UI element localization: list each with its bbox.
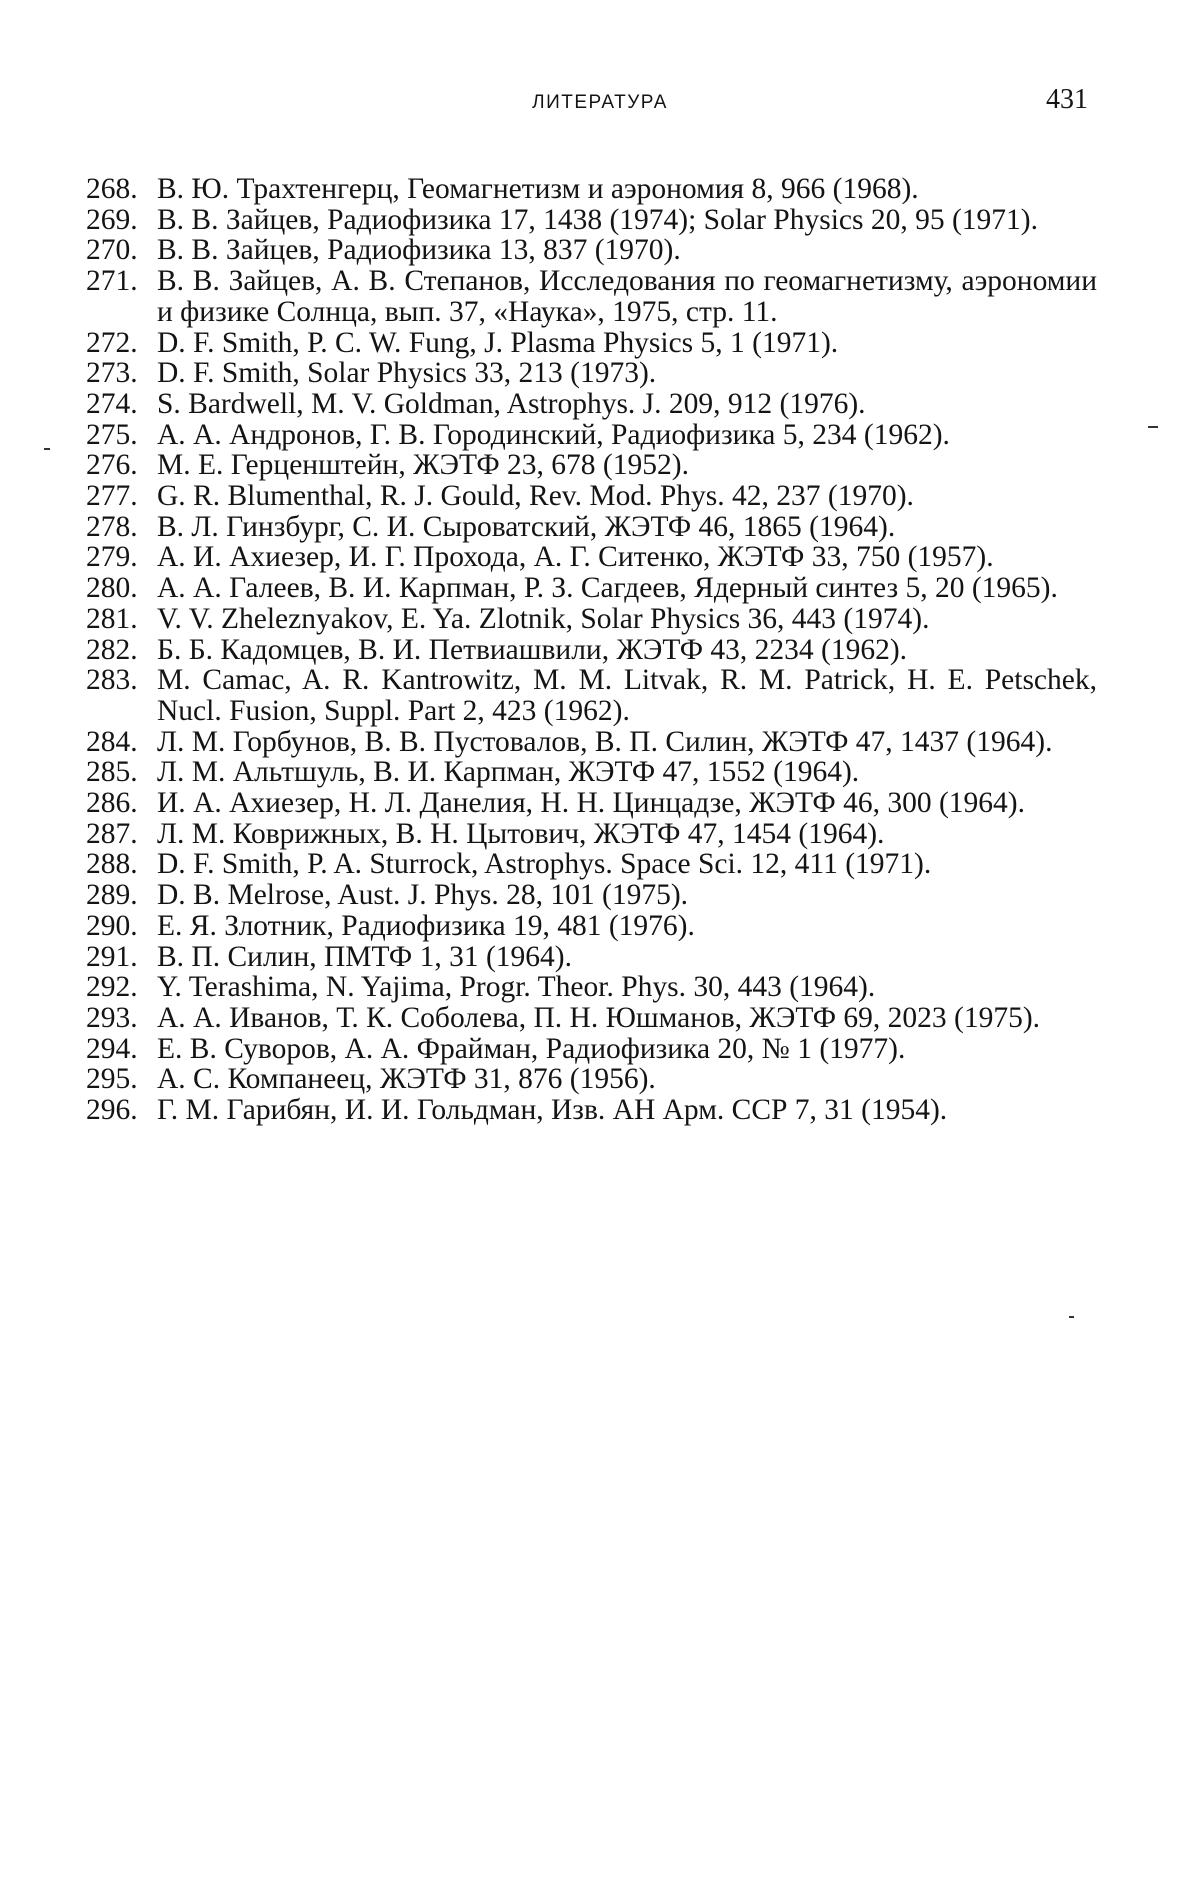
reference-text: В. П. Силин, ПМТФ 1, 31 (1964).	[157, 940, 572, 973]
reference-text: V. V. Zheleznyakov, E. Ya. Zlotnik, Solar Physics 36, 443 (1974).	[157, 602, 930, 635]
reference-item	[0, 266, 1097, 327]
reference-text: В. В. Зайцев, Радиофизика 13, 837 (1970).	[157, 234, 681, 267]
reference-item	[0, 235, 1097, 266]
reference-item	[0, 757, 1097, 788]
reference-number: 272.	[86, 326, 138, 359]
reference-number: 294.	[86, 1032, 138, 1065]
reference-item	[0, 1034, 1097, 1065]
reference-item	[0, 849, 1097, 880]
reference-number: 270.	[86, 234, 138, 267]
reference-number: 269.	[86, 203, 138, 236]
reference-item	[0, 328, 1097, 359]
reference-text: А. А. Иванов, Т. К. Соболева, П. Н. Юшманов, ЖЭТФ 69, 2023 (1975).	[157, 1001, 1041, 1034]
reference-number: 291.	[86, 940, 138, 973]
reference-number: 279.	[86, 541, 138, 574]
reference-text: Г. М. Гарибян, И. И. Гольдман, Изв. АН Арм. ССР 7, 31 (1954).	[157, 1094, 948, 1127]
reference-number: 276.	[86, 449, 138, 482]
reference-item	[0, 1003, 1097, 1034]
reference-number: 275.	[86, 418, 138, 451]
reference-text: D. F. Smith, Solar Physics 33, 213 (1973).	[157, 357, 657, 390]
reference-number: 284.	[86, 725, 138, 758]
reference-text: В. Ю. Трахтенгерц, Геомагнетизм и аэрономия 8, 966 (1968).	[157, 173, 919, 205]
reference-text: D. B. Melrose, Aust. J. Phys. 28, 101 (1975).	[157, 879, 689, 912]
reference-text: D. F. Smith, P. A. Sturrock, Astrophys. Space Sci. 12, 411 (1971).	[157, 848, 932, 881]
reference-text: Б. Б. Кадомцев, В. И. Петвиашвили, ЖЭТФ 43, 2234 (1962).	[157, 633, 908, 666]
reference-number: 290.	[86, 909, 138, 942]
reference-text: Л. М. Коврижных, В. Н. Цытович, ЖЭТФ 47, 1454 (1964).	[157, 817, 885, 850]
reference-item	[0, 542, 1097, 573]
reference-number: 296.	[86, 1094, 138, 1127]
reference-number: 295.	[86, 1063, 138, 1096]
page-number: 431	[1046, 84, 1088, 115]
reference-text: В. В. Зайцев, А. В. Степанов, Исследования по геомагнетизму, аэрономии и физике Солнца, вып. 37, «Наука», 1975, стр. 11.	[157, 265, 1097, 328]
scan-mark	[1148, 426, 1158, 428]
reference-text: А. А. Андронов, Г. В. Городинский, Радиофизика 5, 234 (1962).	[157, 418, 950, 451]
reference-list	[0, 174, 1200, 1126]
reference-item	[0, 880, 1097, 911]
reference-item	[0, 635, 1097, 666]
reference-item	[0, 573, 1097, 604]
reference-item	[0, 1064, 1097, 1095]
reference-number: 285.	[86, 756, 138, 789]
reference-number: 286.	[86, 787, 138, 820]
reference-item	[0, 665, 1097, 726]
running-head: ЛИТЕРАТУРА	[532, 92, 668, 113]
reference-number: 271.	[86, 265, 138, 298]
reference-number: 293.	[86, 1001, 138, 1034]
reference-text: D. F. Smith, P. C. W. Fung, J. Plasma Physics 5, 1 (1971).	[157, 326, 839, 359]
reference-text: И. А. Ахиезер, Н. Л. Данелия, Н. Н. Цинцадзе, ЖЭТФ 46, 300 (1964).	[157, 787, 1025, 820]
reference-text: А. А. Галеев, В. И. Карпман, Р. З. Сагдеев, Ядерный синтез 5, 20 (1965).	[157, 572, 1058, 605]
reference-number: 268.	[86, 173, 138, 205]
scan-mark	[1069, 1316, 1074, 1318]
reference-text: А. С. Компанеец, ЖЭТФ 31, 876 (1956).	[157, 1063, 656, 1096]
reference-item	[0, 420, 1097, 451]
reference-item	[0, 911, 1097, 942]
reference-number: 274.	[86, 387, 138, 420]
reference-text: M. Camac, A. R. Kantrowitz, M. M. Litvak, R. M. Patrick, H. E. Petschek, Nucl. Fusion, Suppl. Part 2, 423 (1962).	[157, 664, 1097, 727]
reference-number: 283.	[86, 664, 138, 697]
reference-text: В. Л. Гинзбург, С. И. Сыроватский, ЖЭТФ 46, 1865 (1964).	[157, 510, 896, 543]
reference-item	[0, 788, 1097, 819]
reference-number: 287.	[86, 817, 138, 850]
reference-number: 292.	[86, 971, 138, 1004]
reference-text: Л. М. Горбунов, В. В. Пустовалов, В. П. Силин, ЖЭТФ 47, 1437 (1964).	[157, 725, 1053, 758]
reference-text: Е. Я. Злотник, Радиофизика 19, 481 (1976).	[157, 909, 695, 942]
reference-item	[0, 389, 1097, 420]
reference-text: В. В. Зайцев, Радиофизика 17, 1438 (1974); Solar Physics 20, 95 (1971).	[157, 203, 1038, 236]
reference-number: 288.	[86, 848, 138, 881]
reference-item	[0, 358, 1097, 389]
reference-item	[0, 972, 1097, 1003]
reference-item	[0, 942, 1097, 973]
reference-item	[0, 819, 1097, 850]
reference-text: А. И. Ахиезер, И. Г. Прохода, А. Г. Ситенко, ЖЭТФ 33, 750 (1957).	[157, 541, 994, 574]
reference-number: 289.	[86, 879, 138, 912]
reference-number: 280.	[86, 572, 138, 605]
reference-number: 277.	[86, 480, 138, 513]
reference-number: 273.	[86, 357, 138, 390]
reference-text: Y. Terashima, N. Yajima, Progr. Theor. Phys. 30, 443 (1964).	[157, 971, 876, 1004]
reference-item	[0, 1095, 1097, 1126]
reference-item	[0, 481, 1097, 512]
reference-text: Е. В. Суворов, А. А. Фрайман, Радиофизика 20, № 1 (1977).	[157, 1032, 906, 1065]
reference-text: М. Е. Герценштейн, ЖЭТФ 23, 678 (1952).	[157, 449, 689, 482]
reference-number: 282.	[86, 633, 138, 666]
reference-item	[0, 450, 1097, 481]
scan-mark	[44, 448, 50, 450]
reference-item	[0, 174, 1097, 205]
reference-number: 278.	[86, 510, 138, 543]
reference-text: G. R. Blumenthal, R. J. Gould, Rev. Mod. Phys. 42, 237 (1970).	[157, 480, 914, 513]
reference-item	[0, 512, 1097, 543]
reference-item	[0, 727, 1097, 758]
reference-item	[0, 205, 1097, 236]
reference-text: S. Bardwell, M. V. Goldman, Astrophys. J. 209, 912 (1976).	[157, 387, 866, 420]
reference-text: Л. М. Альтшуль, В. И. Карпман, ЖЭТФ 47, 1552 (1964).	[157, 756, 860, 789]
reference-item	[0, 604, 1097, 635]
reference-number: 281.	[86, 602, 138, 635]
